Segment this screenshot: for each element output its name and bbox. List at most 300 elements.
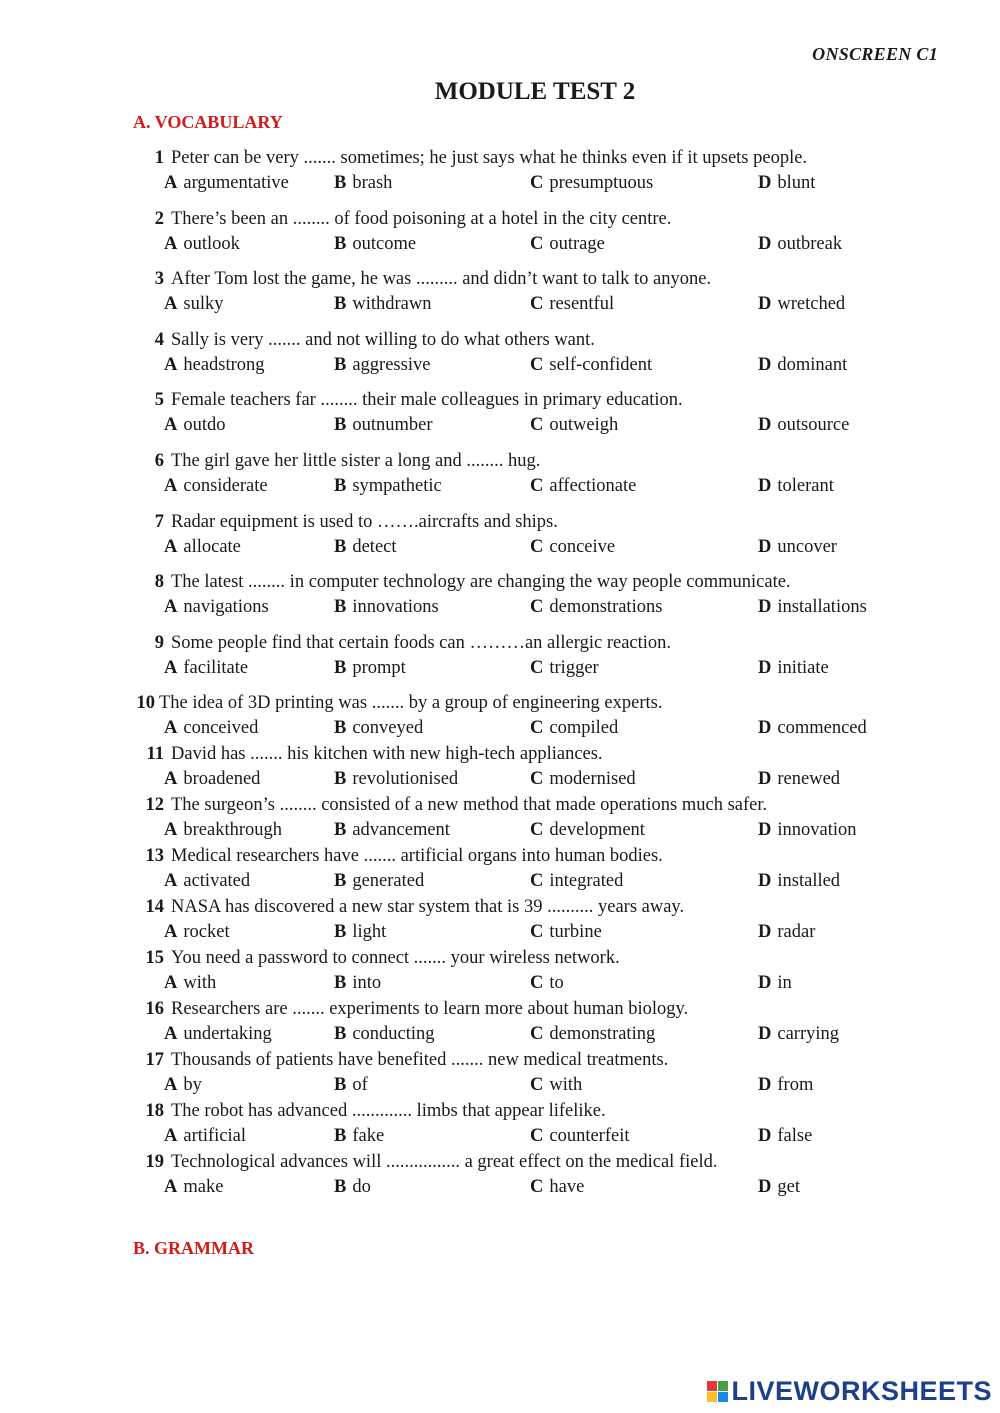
answer-option-c[interactable] (530, 656, 599, 681)
answer-option-b[interactable] (334, 920, 386, 945)
answer-option-a[interactable] (164, 818, 282, 843)
answer-option-b[interactable] (334, 595, 439, 620)
option-text: conducting (352, 1024, 435, 1045)
option-text: conveyed (352, 718, 424, 739)
question-stem (133, 946, 620, 971)
option-letter: B (334, 415, 347, 436)
question-stem (133, 1048, 668, 1073)
option-text: tolerant (777, 475, 834, 496)
question-stem (133, 388, 683, 413)
option-text: rocket (183, 922, 230, 943)
option-text: outrage (549, 233, 605, 254)
question-item (0, 691, 1000, 742)
question-stem (133, 449, 540, 474)
question-number: 2 (154, 208, 164, 229)
series-label: ONSCREEN C1 (812, 44, 938, 64)
option-text: false (777, 1126, 813, 1147)
answer-option-b[interactable] (334, 971, 381, 996)
option-letter: C (530, 1075, 544, 1096)
answer-options (0, 232, 1000, 257)
option-text: advancement (352, 820, 450, 841)
question-item (0, 207, 1000, 268)
option-letter: C (530, 718, 544, 739)
answer-option-a[interactable] (164, 869, 250, 894)
answer-option-a[interactable] (164, 171, 289, 196)
option-text: fake (352, 1126, 385, 1147)
question-stem (133, 207, 671, 232)
option-letter: A (164, 1177, 178, 1198)
answer-option-a[interactable] (164, 1073, 202, 1098)
answer-option-a[interactable] (164, 1175, 223, 1200)
option-letter: A (164, 597, 178, 618)
answer-option-d[interactable] (758, 535, 837, 560)
answer-options (0, 474, 1000, 499)
option-letter: D (758, 233, 772, 254)
answer-option-a[interactable] (164, 1022, 272, 1047)
option-letter: A (164, 769, 178, 790)
answer-options (0, 292, 1000, 317)
answer-option-d[interactable] (758, 353, 847, 378)
question-item (0, 997, 1000, 1048)
option-text: outweigh (549, 415, 619, 436)
option-text: brash (352, 173, 393, 193)
option-text: sulky (183, 294, 224, 315)
option-letter: A (164, 718, 178, 739)
question-item (0, 570, 1000, 631)
option-letter: C (530, 871, 544, 892)
question-number: 11 (146, 744, 164, 765)
option-text: dominant (777, 354, 848, 375)
option-text: broadened (183, 769, 261, 790)
answer-option-c[interactable] (530, 353, 652, 378)
question-item (0, 1150, 1000, 1201)
question-stem (133, 997, 688, 1022)
answer-options (0, 767, 1000, 792)
option-letter: A (164, 871, 178, 892)
option-letter: D (758, 718, 772, 739)
option-letter: D (758, 769, 772, 790)
question-item (0, 328, 1000, 389)
question-stem (133, 742, 603, 767)
option-text: presumptuous (549, 173, 654, 193)
question-number: 17 (145, 1050, 164, 1071)
option-letter: B (334, 1075, 347, 1096)
question-item (0, 946, 1000, 997)
question-number: 13 (145, 846, 164, 867)
answer-option-a[interactable] (164, 656, 248, 681)
answer-option-a[interactable] (164, 232, 240, 257)
option-text: modernised (549, 769, 636, 790)
option-letter: A (164, 1126, 178, 1147)
question-stem (133, 691, 662, 716)
option-letter: A (164, 536, 178, 557)
answer-option-a[interactable] (164, 595, 269, 620)
question-number: 6 (154, 450, 164, 471)
option-text: counterfeit (549, 1126, 630, 1147)
answer-option-b[interactable] (334, 413, 433, 438)
question-text: The latest ........ in computer technology are changing the way people communicate. (171, 572, 791, 593)
option-letter: C (530, 922, 544, 943)
option-letter: C (530, 475, 544, 496)
answer-option-c[interactable] (530, 171, 653, 196)
option-text: into (352, 973, 382, 994)
answer-option-b[interactable] (334, 818, 450, 843)
option-letter: D (758, 173, 772, 193)
answer-options (0, 716, 1000, 741)
option-letter: D (758, 475, 772, 496)
answer-option-b[interactable] (334, 171, 392, 196)
answer-option-b[interactable] (334, 767, 458, 792)
option-text: installed (777, 871, 841, 892)
answer-option-c[interactable] (530, 292, 614, 317)
option-text: prompt (352, 657, 406, 678)
option-text: outdo (183, 415, 226, 436)
question-list (0, 146, 1000, 1201)
option-letter: D (758, 820, 772, 841)
question-text: Radar equipment is used to …….aircrafts and ships. (171, 511, 558, 532)
option-letter: D (758, 871, 772, 892)
option-text: generated (352, 871, 425, 892)
answer-option-b[interactable] (334, 656, 406, 681)
option-letter: B (334, 1126, 347, 1147)
answer-options (0, 920, 1000, 945)
question-stem (133, 844, 663, 869)
option-letter: B (334, 233, 347, 254)
answer-option-d[interactable] (758, 1073, 813, 1098)
answer-option-c[interactable] (530, 413, 618, 438)
question-number: 5 (154, 390, 164, 411)
option-text: commenced (777, 718, 867, 739)
option-letter: C (530, 173, 544, 193)
option-text: facilitate (183, 657, 249, 678)
question-text: The girl gave her little sister a long and ........ hug. (171, 450, 541, 471)
answer-option-a[interactable] (164, 716, 258, 741)
option-text: breakthrough (183, 820, 283, 841)
answer-option-b[interactable] (334, 535, 397, 560)
option-text: considerate (183, 475, 268, 496)
option-letter: B (334, 871, 347, 892)
option-letter: B (334, 922, 347, 943)
option-text: conceive (549, 536, 616, 557)
question-number: 14 (145, 897, 164, 918)
answer-option-c[interactable] (530, 818, 645, 843)
liveworksheets-logo-icon (707, 1381, 728, 1402)
answer-options (0, 869, 1000, 894)
answer-option-d[interactable] (758, 971, 792, 996)
answer-option-a[interactable] (164, 474, 268, 499)
answer-option-c[interactable] (530, 474, 636, 499)
option-text: resentful (549, 294, 615, 315)
option-letter: D (758, 415, 772, 436)
option-letter: A (164, 294, 178, 315)
answer-option-d[interactable] (758, 232, 842, 257)
answer-option-a[interactable] (164, 920, 230, 945)
answer-options (0, 1022, 1000, 1047)
option-letter: A (164, 233, 178, 254)
question-text: The idea of 3D printing was ....... by a group of engineering experts. (159, 693, 663, 714)
answer-option-b[interactable] (334, 1073, 368, 1098)
option-text: compiled (549, 718, 619, 739)
question-stem (133, 1099, 606, 1124)
option-letter: C (530, 536, 544, 557)
option-text: from (777, 1075, 814, 1096)
answer-option-c[interactable] (530, 1022, 655, 1047)
option-letter: D (758, 1126, 772, 1147)
question-stem (133, 146, 807, 171)
question-number: 16 (145, 999, 164, 1020)
option-letter: D (758, 973, 772, 994)
option-letter: C (530, 1024, 544, 1045)
option-text: by (183, 1075, 202, 1096)
question-number: 10 (136, 693, 155, 714)
answer-option-d[interactable] (758, 869, 840, 894)
option-text: of (352, 1075, 368, 1096)
option-text: activated (183, 871, 251, 892)
question-item (0, 146, 1000, 207)
option-text: demonstrating (549, 1024, 656, 1045)
option-letter: B (334, 820, 347, 841)
option-text: to (549, 973, 564, 994)
option-text: make (183, 1177, 224, 1198)
option-letter: A (164, 415, 178, 436)
option-letter: D (758, 922, 772, 943)
answer-option-b[interactable] (334, 353, 430, 378)
section-grammar-heading: B. GRAMMAR (133, 1238, 254, 1258)
option-letter: B (334, 354, 347, 375)
answer-option-d[interactable] (758, 1124, 812, 1149)
answer-option-b[interactable] (334, 716, 423, 741)
answer-option-d[interactable] (758, 920, 815, 945)
answer-option-d[interactable] (758, 1022, 839, 1047)
answer-option-d[interactable] (758, 595, 867, 620)
option-text: outsource (777, 415, 850, 436)
answer-option-b[interactable] (334, 1175, 371, 1200)
question-number: 19 (145, 1152, 164, 1173)
question-text: There’s been an ........ of food poisoning at a hotel in the city centre. (171, 208, 672, 229)
option-text: revolutionised (352, 769, 459, 790)
question-number: 3 (154, 269, 164, 290)
option-letter: A (164, 354, 178, 375)
page-title: MODULE TEST 2 (434, 78, 636, 105)
answer-option-c[interactable] (530, 716, 618, 741)
question-text: Female teachers far ........ their male colleagues in primary education. (171, 390, 683, 411)
option-text: navigations (183, 597, 269, 618)
option-letter: A (164, 820, 178, 841)
option-text: artificial (183, 1126, 247, 1147)
answer-option-d[interactable] (758, 171, 815, 196)
option-text: conceived (183, 718, 259, 739)
question-number: 12 (145, 795, 164, 816)
question-text: The robot has advanced ............. limbs that appear lifelike. (171, 1101, 606, 1122)
option-letter: A (164, 973, 178, 994)
question-stem (133, 570, 791, 595)
question-item (0, 510, 1000, 571)
option-letter: D (758, 354, 772, 375)
question-item (0, 844, 1000, 895)
question-stem (133, 510, 558, 535)
option-letter: B (334, 536, 347, 557)
answer-option-c[interactable] (530, 232, 605, 257)
question-item (0, 793, 1000, 844)
question-number: 9 (154, 632, 164, 653)
option-letter: C (530, 294, 544, 315)
option-text: light (352, 922, 387, 943)
option-letter: D (758, 294, 772, 315)
answer-option-d[interactable] (758, 292, 845, 317)
option-letter: A (164, 922, 178, 943)
option-letter: D (758, 1075, 772, 1096)
option-letter: B (334, 973, 347, 994)
option-letter: A (164, 173, 178, 193)
answer-option-b[interactable] (334, 1022, 435, 1047)
option-letter: C (530, 973, 544, 994)
answer-option-d[interactable] (758, 716, 867, 741)
question-text: Peter can be very ....... sometimes; he just says what he thinks even if it upsets people. (171, 148, 808, 168)
answer-options (0, 656, 1000, 681)
question-number: 7 (154, 511, 164, 532)
question-stem (133, 1150, 717, 1175)
answer-option-a[interactable] (164, 535, 241, 560)
question-stem (133, 793, 767, 818)
option-letter: C (530, 820, 544, 841)
option-text: carrying (777, 1024, 840, 1045)
question-text: After Tom lost the game, he was ......... and didn’t want to talk to anyone. (171, 269, 712, 290)
answer-option-c[interactable] (530, 869, 623, 894)
option-text: with (183, 973, 217, 994)
question-text: NASA has discovered a new star system that is 39 .......... years away. (171, 897, 685, 918)
option-text: outbreak (777, 233, 843, 254)
option-text: in (777, 973, 792, 994)
question-text: Technological advances will ................ a great effect on the medical field. (171, 1152, 718, 1173)
option-letter: D (758, 597, 772, 618)
answer-option-c[interactable] (530, 1175, 584, 1200)
option-text: argumentative (183, 173, 289, 193)
answer-option-c[interactable] (530, 535, 615, 560)
answer-options (0, 535, 1000, 560)
option-text: trigger (549, 657, 599, 678)
option-letter: A (164, 475, 178, 496)
question-number: 1 (154, 148, 164, 168)
question-stem (133, 328, 595, 353)
option-letter: B (334, 657, 347, 678)
option-text: wretched (777, 294, 846, 315)
question-number: 15 (145, 948, 164, 969)
option-letter: C (530, 769, 544, 790)
question-text: David has ....... his kitchen with new high-tech appliances. (171, 744, 603, 765)
option-text: get (777, 1177, 800, 1198)
answer-option-d[interactable] (758, 656, 829, 681)
question-item (0, 388, 1000, 449)
option-text: renewed (777, 769, 841, 790)
option-letter: B (334, 718, 347, 739)
question-text: Thousands of patients have benefited ....... new medical treatments. (171, 1050, 669, 1071)
option-text: demonstrations (549, 597, 663, 618)
answer-option-d[interactable] (758, 767, 840, 792)
question-stem (133, 631, 671, 656)
option-letter: C (530, 354, 544, 375)
answer-option-a[interactable] (164, 353, 265, 378)
answer-option-d[interactable] (758, 818, 857, 843)
answer-option-c[interactable] (530, 920, 602, 945)
answer-option-a[interactable] (164, 767, 260, 792)
answer-option-a[interactable] (164, 971, 216, 996)
answer-option-a[interactable] (164, 1124, 246, 1149)
option-text: headstrong (183, 354, 265, 375)
option-text: outlook (183, 233, 240, 254)
option-text: development (549, 820, 645, 841)
answer-option-b[interactable] (334, 232, 416, 257)
option-text: sympathetic (352, 475, 442, 496)
option-letter: B (334, 769, 347, 790)
option-letter: C (530, 1177, 544, 1198)
question-item (0, 267, 1000, 328)
option-letter: D (758, 657, 772, 678)
option-letter: D (758, 1024, 772, 1045)
option-letter: A (164, 657, 178, 678)
question-number: 18 (145, 1101, 164, 1122)
answer-option-c[interactable] (530, 1124, 630, 1149)
option-text: installations (777, 597, 867, 618)
option-letter: C (530, 597, 544, 618)
option-text: affectionate (549, 475, 637, 496)
answer-option-b[interactable] (334, 869, 424, 894)
option-letter: A (164, 1024, 178, 1045)
answer-option-c[interactable] (530, 595, 662, 620)
option-text: outcome (352, 233, 417, 254)
question-text: Researchers are ....... experiments to learn more about human biology. (171, 999, 689, 1020)
option-letter: B (334, 1177, 347, 1198)
answer-option-d[interactable] (758, 474, 834, 499)
answer-options (0, 353, 1000, 378)
answer-option-d[interactable] (758, 413, 849, 438)
answer-option-c[interactable] (530, 971, 564, 996)
option-letter: B (334, 597, 347, 618)
question-number: 4 (154, 329, 164, 350)
question-text: You need a password to connect ....... your wireless network. (171, 948, 620, 969)
option-letter: B (334, 294, 347, 315)
option-text: withdrawn (352, 294, 432, 315)
question-item (0, 449, 1000, 510)
liveworksheets-logo-text: LIVEWORKSHEETS (731, 1376, 992, 1406)
answer-options (0, 413, 1000, 438)
option-text: innovations (352, 597, 439, 618)
option-letter: C (530, 1126, 544, 1147)
option-text: initiate (777, 657, 829, 678)
answer-option-a[interactable] (164, 413, 226, 438)
option-letter: C (530, 415, 544, 436)
answer-option-c[interactable] (530, 1073, 582, 1098)
question-number: 8 (154, 572, 164, 593)
option-text: have (549, 1177, 585, 1198)
answer-option-b[interactable] (334, 1124, 384, 1149)
option-letter: D (758, 536, 772, 557)
liveworksheets-logo (707, 1376, 992, 1407)
option-text: undertaking (183, 1024, 272, 1045)
answer-option-d[interactable] (758, 1175, 800, 1200)
question-item (0, 742, 1000, 793)
answer-option-b[interactable] (334, 474, 442, 499)
answer-options (0, 171, 1000, 196)
option-letter: A (164, 1075, 178, 1096)
question-text: Some people find that certain foods can ………an allergic reaction. (171, 632, 672, 653)
option-text: outnumber (352, 415, 433, 436)
answer-option-c[interactable] (530, 767, 636, 792)
answer-option-b[interactable] (334, 292, 431, 317)
answer-option-a[interactable] (164, 292, 223, 317)
answer-options (0, 1124, 1000, 1149)
question-text: Sally is very ....... and not willing to do what others want. (171, 329, 595, 350)
option-text: turbine (549, 922, 602, 943)
